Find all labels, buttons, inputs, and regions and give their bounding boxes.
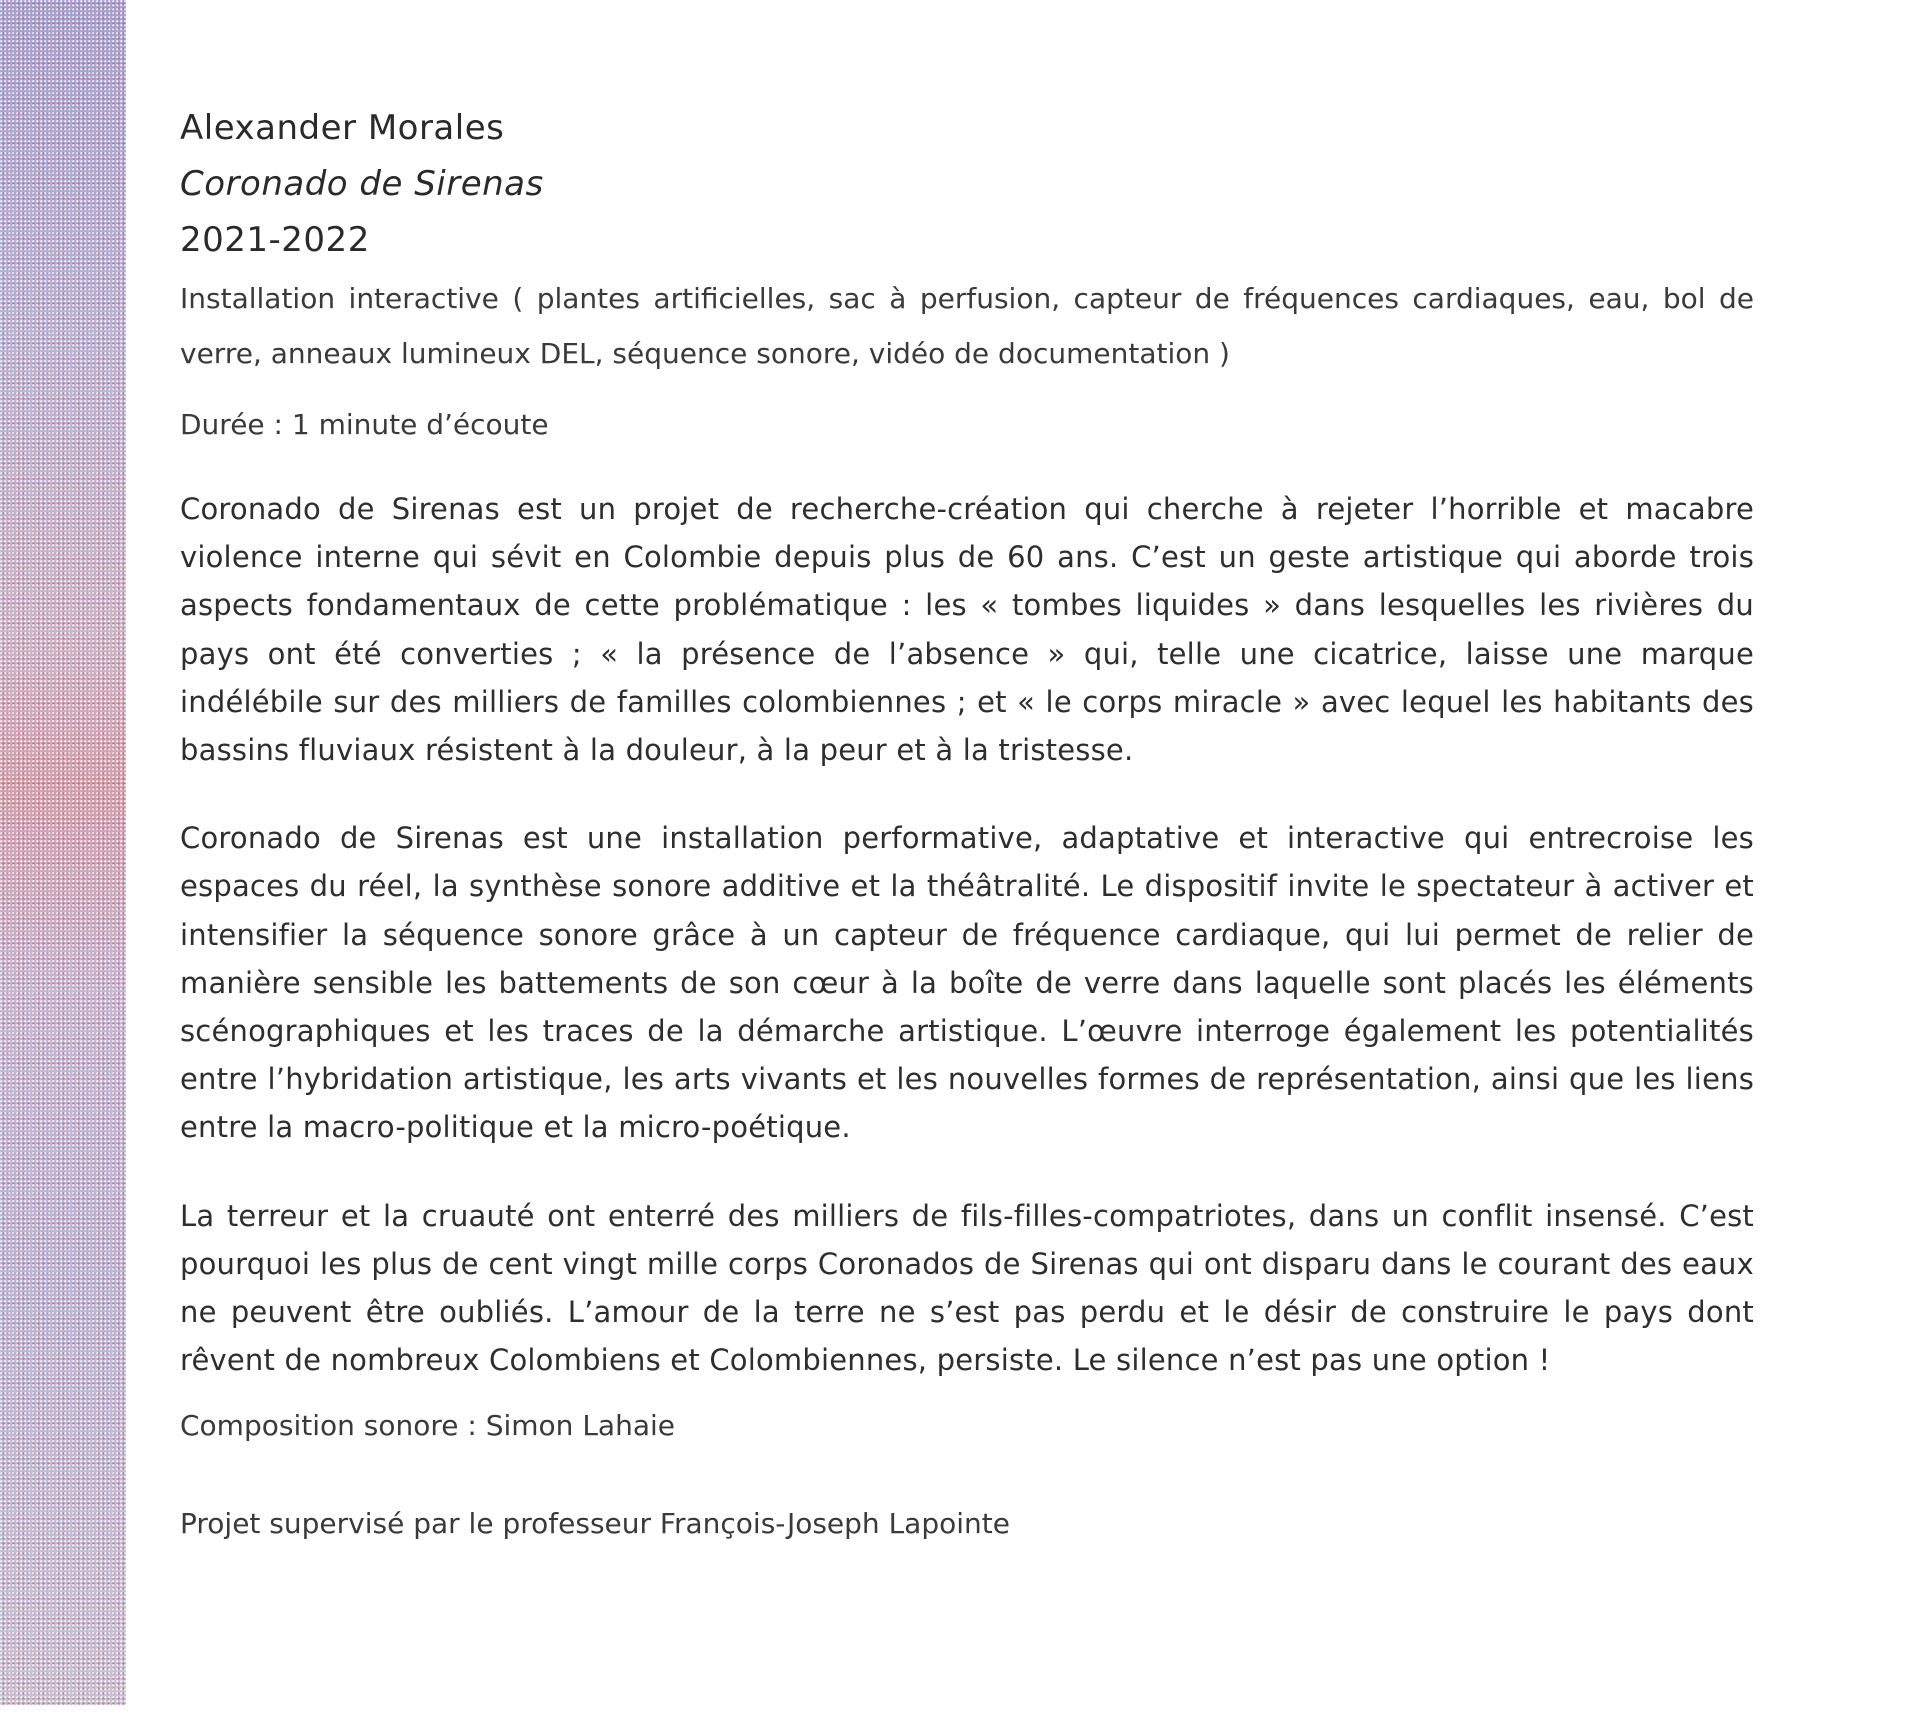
description-paragraph-3: La terreur et la cruauté ont enterré des milliers de fils-filles-compatriotes, dans un conflit insensé. C’est pourquoi les plus de cent vingt mille corps Coronados de Sirenas qui ont disparu dans le courant des eaux ne peuvent être oubliés. L’amour de la terre ne s’est pas perdu et le désir de construire le pays dont rêvent de nombreux Colombiens et Colombiennes, persiste. Le silence n’est pas une option ! (180, 1198, 1754, 1378)
supervision-credit: Projet supervisé par le professeur François-Joseph Lapointe (180, 1507, 1010, 1541)
description-paragraph-1: Coronado de Sirenas est un projet de recherche-création qui cherche à rejeter l’horrible et macabre violence interne qui sévit en Colombie depuis plus de 60 ans. C’est un geste artistique qui aborde trois aspects fondamentaux de cette problématique : les « tombes liquides » dans lesquelles les rivières du pays ont été converties ; « la présence de l’absence » qui, telle une cicatrice, laisse une marque indélébile sur des milliers de familles colombiennes ; et « le corps miracle » avec lequel les habitants des bassins fluviaux résistent à la douleur, à la peur et à la tristesse. (180, 492, 1754, 768)
artwork-label (180, 100, 1754, 1544)
work-duration: Durée : 1 minute d’écoute (180, 408, 549, 441)
work-years: 2021-2022 (180, 220, 370, 260)
artist-name: Alexander Morales (180, 108, 505, 148)
work-medium: Installation interactive ( plantes artificielles, sac à perfusion, capteur de fréquences cardiaques, eau, bol de verre, anneaux lumineux DEL, séquence sonore, vidéo de documentation ) (180, 282, 1754, 370)
sound-credit: Composition sonore : Simon Lahaie (180, 1409, 675, 1443)
description-paragraph-2: Coronado de Sirenas est une installation performative, adaptative et interactive qui entrecroise les espaces du réel, la synthèse sonore additive et la théâtralité. Le dispositif invite le spectateur à activer et intensifier la séquence sonore grâce à un capteur de fréquence cardiaque, qui lui permet de relier de manière sensible les battements de son cœur à la boîte de verre dans laquelle sont placés les éléments scénographiques et les traces de la démarche artistique. L’œuvre interroge également les potentialités entre l’hybridation artistique, les arts vivants et les nouvelles formes de représentation, ainsi que les liens entre la macro-politique et la micro-poétique. (180, 821, 1754, 1145)
work-title: Coronado de Sirenas (180, 164, 544, 204)
decorative-halftone-band (0, 0, 126, 1705)
